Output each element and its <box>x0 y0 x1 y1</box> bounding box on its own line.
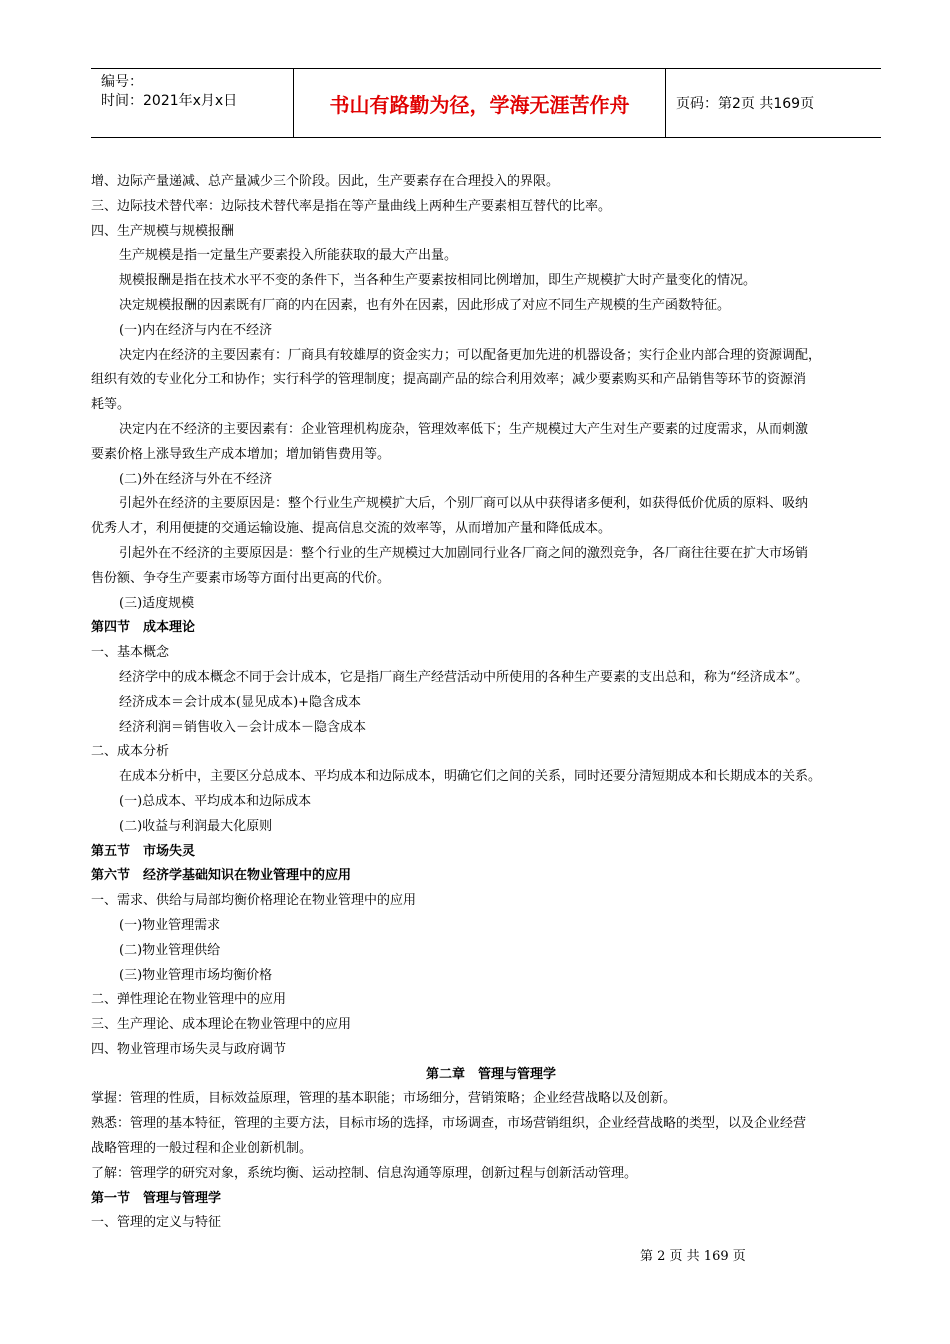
section-heading: 第六节 经济学基础知识在物业管理中的应用 <box>91 868 352 884</box>
section-heading: 第四节 成本理论 <box>91 620 196 636</box>
page-header <box>91 68 881 138</box>
text-line: 三、边际技术替代率：边际技术替代率是指在等产量曲线上两种生产要素相互替代的比率。 <box>91 198 612 214</box>
document-body <box>91 170 891 1236</box>
text-line: 掌握：管理的性质，目标效益原理，管理的基本职能；市场细分，营销策略；企业经营战略以及创新。 <box>91 1091 677 1107</box>
text-line: 经济成本＝会计成本(显见成本)+隐含成本 <box>119 694 362 710</box>
text-line: (一)内在经济与内在不经济 <box>119 322 273 338</box>
section-heading: 第一节 管理与管理学 <box>91 1190 222 1206</box>
header-page-info: 页码：第2页 共169页 <box>676 96 815 112</box>
header-meta <box>91 69 293 137</box>
page-footer: 第 2 页 共 169 页 <box>640 1249 746 1264</box>
text-line: 要素价格上涨导致生产成本增加；增加销售费用等。 <box>91 446 391 462</box>
text-line: 熟悉：管理的基本特征，管理的主要方法，目标市场的选择，市场调查，市场营销组织，企业经营战略的类型，以及企业经营 <box>91 1116 807 1132</box>
text-line: 一、管理的定义与特征 <box>91 1215 222 1231</box>
text-line: (一)物业管理需求 <box>119 917 221 933</box>
text-line: 组织有效的专业化分工和协作；实行科学的管理制度；提高副产品的综合利用效率；减少要素购买和产品销售等环节的资源消 <box>91 372 807 388</box>
text-line: 一、需求、供给与局部均衡价格理论在物业管理中的应用 <box>91 893 417 909</box>
text-line: 四、物业管理市场失灵与政府调节 <box>91 1041 287 1057</box>
text-line: 优秀人才，利用便捷的交通运输设施、提高信息交流的效率等，从而增加产量和降低成本。 <box>91 521 612 537</box>
header-motto: 书山有路勤为径，学海无涯苦作舟 <box>293 69 666 137</box>
text-line: (三)物业管理市场均衡价格 <box>119 967 273 983</box>
text-line: 四、生产规模与规模报酬 <box>91 223 235 239</box>
text-line: 决定内在经济的主要因素有：厂商具有较雄厚的资金实力；可以配备更加先进的机器设备；实行企业内部合理的资源调配， <box>119 347 822 363</box>
text-line: 耗等。 <box>91 397 131 413</box>
number-label: 编号： <box>101 74 143 90</box>
text-line: 经济学中的成本概念不同于会计成本，它是指厂商生产经营活动中所使用的各种生产要素的支出总和，称为“经济成本”。 <box>119 669 809 685</box>
section-heading: 第五节 市场失灵 <box>91 843 196 859</box>
text-line: 决定内在不经济的主要因素有：企业管理机构庞杂，管理效率低下；生产规模过大产生对生产要素的过度需求，从而刺激 <box>119 421 809 437</box>
text-line: 三、生产理论、成本理论在物业管理中的应用 <box>91 1017 352 1033</box>
text-line: 决定规模报酬的因素既有厂商的内在因素，也有外在因素，因此形成了对应不同生产规模的生产函数特征。 <box>119 297 731 313</box>
text-line: 增、边际产量递减、总产量减少三个阶段。因此，生产要素存在合理投入的界限。 <box>91 174 560 189</box>
text-line: 经济利润＝销售收入－会计成本－隐含成本 <box>119 719 367 735</box>
text-line: 在成本分析中，主要区分总成本、平均成本和边际成本，明确它们之间的关系，同时还要分清短期成本和长期成本的关系。 <box>119 769 822 785</box>
text-line: (三)适度规模 <box>119 595 195 611</box>
text-line: 了解：管理学的研究对象，系统均衡、运动控制、信息沟通等原理，创新过程与创新活动管理。 <box>91 1165 638 1181</box>
text-line: 二、成本分析 <box>91 744 170 760</box>
time-label: 时间：2021年x月x日 <box>101 93 238 109</box>
text-line: 引起外在经济的主要原因是：整个行业生产规模扩大后，个别厂商可以从中获得诸多便利，如获得低价优质的原料、吸纳 <box>119 496 809 512</box>
text-line: (二)外在经济与外在不经济 <box>119 471 273 487</box>
text-line: 战略管理的一般过程和企业创新机制。 <box>91 1141 313 1157</box>
text-line: (二)收益与利润最大化原则 <box>119 818 273 834</box>
text-line: 售份额、争夺生产要素市场等方面付出更高的代价。 <box>91 570 391 586</box>
text-line: (二)物业管理供给 <box>119 942 221 958</box>
text-line: (一)总成本、平均成本和边际成本 <box>119 793 312 809</box>
text-line: 生产规模是指一定量生产要素投入所能获取的最大产出量。 <box>119 248 458 264</box>
text-line: 规模报酬是指在技术水平不变的条件下，当各种生产要素按相同比例增加，即生产规模扩大时产量变化的情况。 <box>119 273 757 289</box>
text-line: 一、基本概念 <box>91 645 170 661</box>
text-line: 引起外在不经济的主要原因是：整个行业的生产规模过大加剧同行业各厂商之间的激烈竞争，各厂商往往要在扩大市场销 <box>119 545 809 561</box>
text-line: 二、弹性理论在物业管理中的应用 <box>91 992 287 1008</box>
section-heading: 第二章 管理与管理学 <box>425 1066 556 1082</box>
